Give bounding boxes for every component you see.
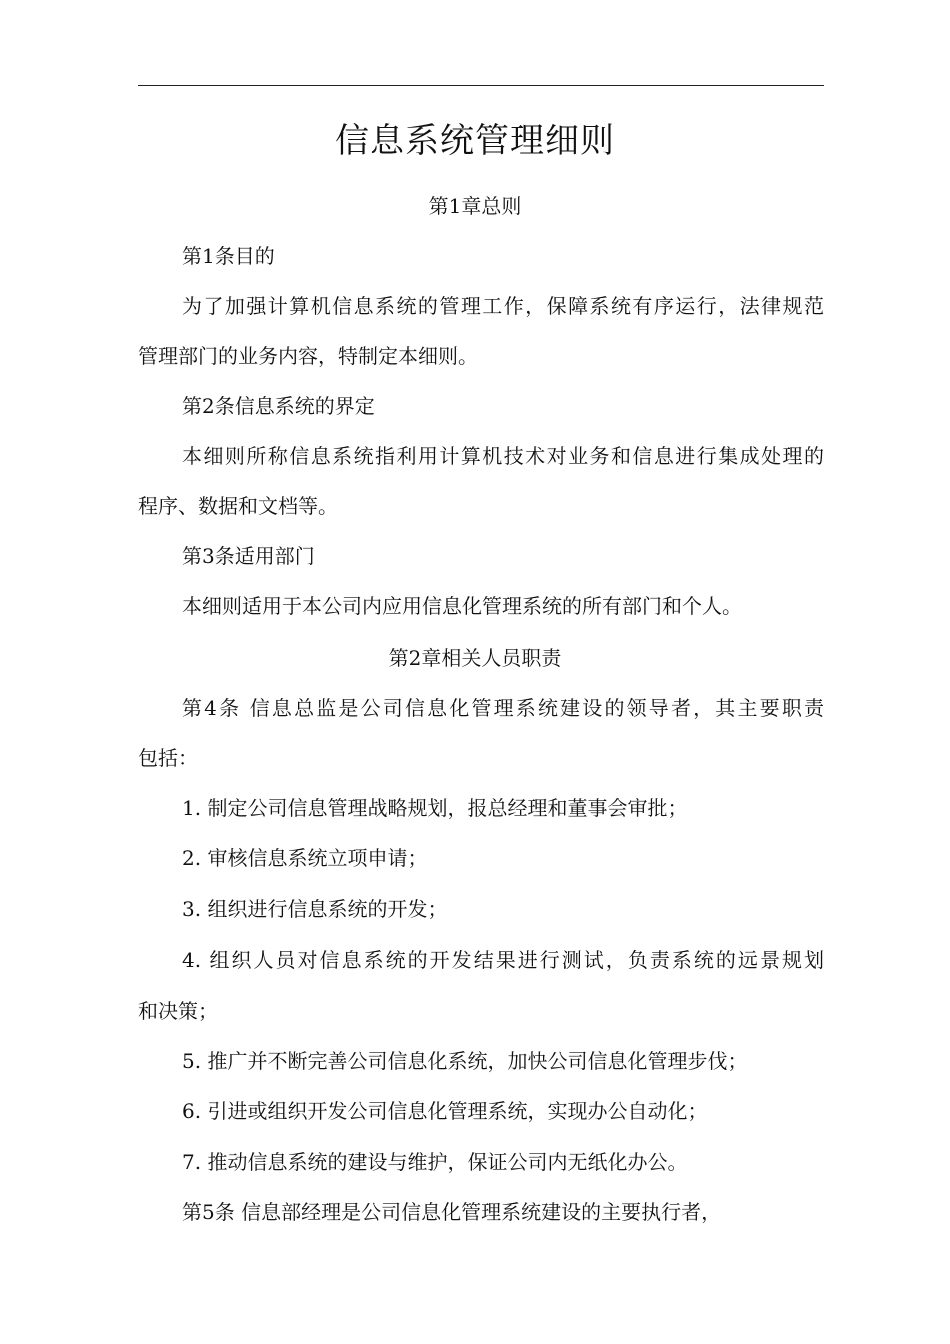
document-title: 信息系统管理细则 — [335, 121, 615, 161]
list-item-4-line-1: 4. 组织人员对信息系统的开发结果进行测试，负责系统的远景规划 — [182, 948, 824, 972]
article-2-line-2: 程序、数据和文档等。 — [138, 494, 338, 518]
article-1-heading: 第1条目的 — [182, 244, 275, 268]
list-item-2: 2. 审核信息系统立项申请； — [182, 846, 428, 870]
list-item-6: 6. 引进或组织开发公司信息化管理系统，实现办公自动化； — [182, 1099, 708, 1123]
article-1-line-1: 为了加强计算机信息系统的管理工作，保障系统有序运行，法律规范 — [182, 294, 824, 318]
article-2-line-1: 本细则所称信息系统指利用计算机技术对业务和信息进行集成处理的 — [182, 444, 824, 468]
article-4-line-2: 包括： — [138, 746, 198, 770]
article-1-line-2: 管理部门的业务内容，特制定本细则。 — [138, 344, 478, 368]
article-4-line-1: 第4条 信息总监是公司信息化管理系统建设的领导者，其主要职责 — [182, 696, 824, 720]
article-5-line-1: 第5条 信息部经理是公司信息化管理系统建设的主要执行者， — [182, 1200, 722, 1224]
article-2-heading: 第2条信息系统的界定 — [182, 394, 375, 418]
list-item-3: 3. 组织进行信息系统的开发； — [182, 897, 448, 921]
article-3-line-1: 本细则适用于本公司内应用信息化管理系统的所有部门和个人。 — [182, 594, 742, 618]
chapter-1-heading: 第1章总则 — [428, 194, 522, 218]
chapter-2-heading: 第2章相关人员职责 — [388, 646, 562, 670]
header-rule — [138, 85, 824, 86]
list-item-5: 5. 推广并不断完善公司信息化系统，加快公司信息化管理步伐； — [182, 1049, 748, 1073]
list-item-4-line-2: 和决策； — [138, 999, 218, 1023]
list-item-1: 1. 制定公司信息管理战略规划，报总经理和董事会审批； — [182, 796, 688, 820]
article-3-heading: 第3条适用部门 — [182, 544, 315, 568]
list-item-7: 7. 推动信息系统的建设与维护，保证公司内无纸化办公。 — [182, 1150, 688, 1174]
